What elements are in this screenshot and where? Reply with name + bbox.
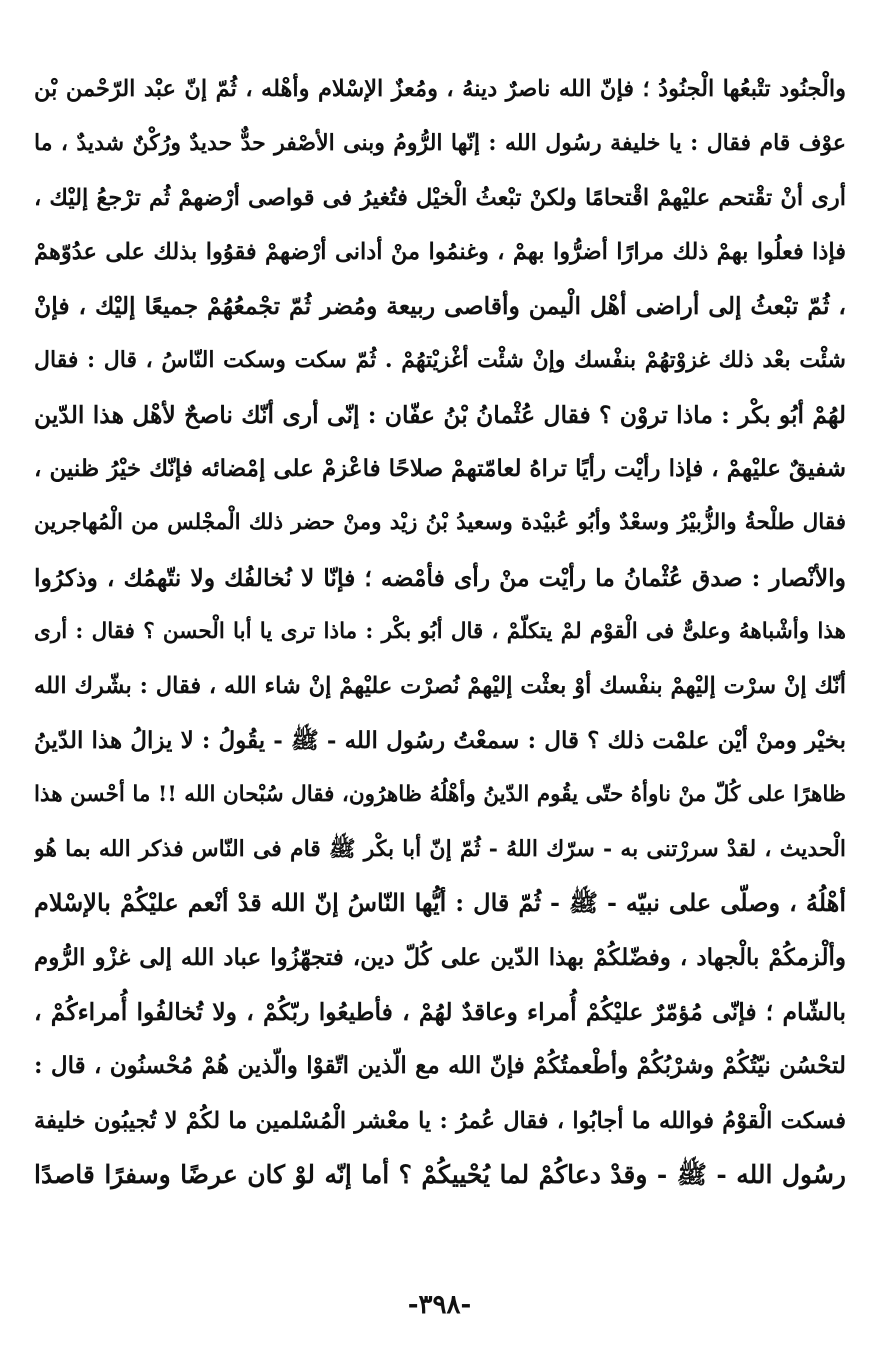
text-line: عوْف قام فقال : يا خليفة رسُول الله : إنّها الرُّومُ وبنى الأصْفر حدٌّ حديدٌ ورُكْنٌ شديدٌ ، ما <box>34 130 846 157</box>
text-line: شئْت بعْد ذلك غزوْتهُمْ بنفْسك وإنْ شئْت أغْزيْتهُمْ . ثُمّ سكت وسكت النّاسُ ، قال : فقال <box>34 347 846 374</box>
text-line: لتحْسُن نيّتُكُمْ وشرْبُكُمْ وأطْعمتُكُمْ فإنّ الله مع الّذين اتّقوْا والّذين هُمْ مُحْسنُون ، قال : <box>34 1052 846 1080</box>
text-line: ، ثُمّ تبْعثُ إلى أراضى أهْل الْيمن وأقاصى ربيعة ومُضر ثُمّ تجْمعُهُمْ جميعًا إليْك ، فإنْ <box>34 292 846 321</box>
text-line: فإذا فعلُوا بهمْ ذلك مرارًا أضرُّوا بهمْ ، وغنمُوا منْ أدانى أرْضهمْ فقوُوا بذلك على عدُوّهمْ <box>34 238 846 265</box>
text-line: وألْزمكُمْ بالْجهاد ، وفضّلكُمْ بهذا الدّين على كُلّ دين، فتجهّزُوا عباد الله إلى غزْو الرُّوم <box>34 943 846 971</box>
text-line: أهْلُهُ ، وصلّى على نبيّه - ﷺ - ثُمّ قال : أيُّها النّاسُ إنّ الله قدْ أنْعم عليْكُمْ بالإسْلام <box>34 888 846 918</box>
body-text <box>34 62 846 1202</box>
text-line: أرى أنْ تقْتحم عليْهمْ اقْتحامًا ولكنْ تبْعثُ الْخيْل فتُغيرُ فى قواصى أرْضهمْ ثُم ترْجعُ إليْك ، <box>34 184 846 211</box>
text-line: فقال طلْحةُ والزُّبيْرُ وسعْدٌ وأبُو عُبيْدة وسعيدُ بْنُ زيْد ومنْ حضر ذلك الْمجْلس من الْمُهاجرين <box>34 510 846 536</box>
text-line: بالشّام ؛ فإنّى مُؤمّرٌ عليْكُمْ أُمراء وعاقدٌ لهُمْ ، فأطيعُوا ربّكُمْ ، ولا تُخالفُوا أُمراءكُمْ ، <box>34 998 846 1027</box>
text-line: الْحديث ، لقدْ سررْتنى به - سرّك اللهُ - ثُمّ إنّ أبا بكْر ﷺ قام فى النّاس فذكر الله بما هُو <box>34 836 846 863</box>
text-line: هذا وأشْباههُ وعلىٌّ فى الْقوْم لمْ يتكلّمْ ، قال أبُو بكْر : ماذا ترى يا أبا الْحسن ؟ فقال : أرى <box>34 618 846 644</box>
text-line: فسكت الْقوْمُ فوالله ما أجابُوا ، فقال عُمرُ : يا معْشر الْمُسْلمين ما لكُمْ لا تُجيبُون خليفة <box>34 1107 846 1134</box>
text-line: بخيْر ومنْ أيْن علمْت ذلك ؟ قال : سمعْتُ رسُول الله - ﷺ - يقُولُ : لا يزالُ هذا الدّينُ <box>34 726 846 754</box>
text-line: شفيقٌ عليْهمْ ، فإذا رأيْت رأيًا تراهُ لعامّتهمْ صلاحًا فاعْزمْ على إمْضائه فإنّك خيْرُ ظنين ، <box>34 455 846 483</box>
text-line: ظاهرًا على كُلّ منْ ناوأهُ حتّى يقُوم الدّينُ وأهْلُهُ ظاهرُون، فقال سُبْحان الله !! ما أحْسن هذا <box>34 781 846 807</box>
text-line: والْجنُود تتْبعُها الْجنُودُ ؛ فإنّ الله ناصرٌ دينهُ ، ومُعزٌ الإسْلام وأهْله ، ثُمّ إنّ عبْد الرّحْمن بْن <box>34 76 846 102</box>
text-line: لهُمْ أبُو بكْر : ماذا تروْن ؟ فقال عُثْمانُ بْنُ عفّان : إنّى أرى أنّك ناصحٌ لأهْل هذا الدّين <box>34 400 846 429</box>
text-line: والأنْصار : صدق عُثْمانُ ما رأيْت منْ رأى فأمْضه ؛ فإنّا لا نُخالفُك ولا نتّهمُك ، وذكرُوا <box>34 563 846 592</box>
page-number: -٣٩٨- <box>407 1290 472 1320</box>
text-line: رسُول الله - ﷺ - وقدْ دعاكُمْ لما يُحْييكُمْ ؟ أما إنّه لوْ كان عرضًا وسفرًا قاصدًا <box>34 1159 846 1189</box>
text-line: أنّك إنْ سرْت إليْهمْ بنفْسك أوْ بعثْت إليْهمْ نُصرْت عليْهمْ إنْ شاء الله ، فقال : بشّرك الله <box>34 673 846 700</box>
